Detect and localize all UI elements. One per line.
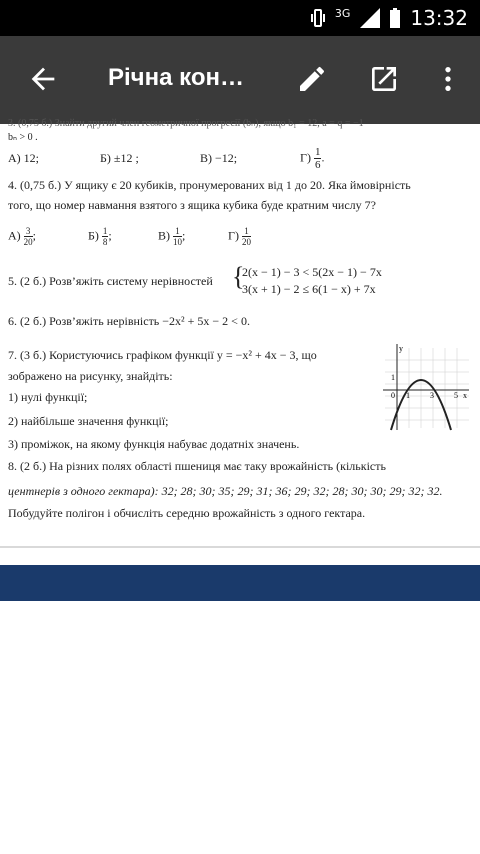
- graph-tick-x5: 5: [454, 391, 458, 400]
- clock: 13:32: [410, 6, 468, 30]
- q3-option-c: В) −12;: [200, 151, 238, 165]
- q8-line2: центнерів з одного гектара): 32; 28; 30; 35; 29; 31; 36; 29; 32; 28; 30; 30; 29; 32; 32.: [8, 484, 443, 498]
- q7-line2: зображено на рисунку, знайдіть:: [8, 369, 173, 383]
- document-page[interactable]: [0, 118, 480, 544]
- empty-area: [0, 601, 480, 854]
- q3-option-b: Б) ±12 ;: [100, 151, 139, 165]
- q4-option-b: Б) $\frac{1}{8}$ ;: [88, 226, 112, 247]
- graph-grid: [385, 348, 469, 428]
- network-type-label: 3G: [334, 6, 351, 20]
- q7-item3: 3) проміжок, на якому функція набуває додатніх значень.: [8, 437, 300, 451]
- more-vert-icon[interactable]: [432, 63, 464, 95]
- q6-text: 6. (2 б.) Розв’яжіть нерівність −2x² + 5x − 2 < 0.: [8, 314, 250, 328]
- q7-line1: 7. (3 б.) Користуючись графіком функції y = −x² + 4x − 3, що: [8, 348, 317, 362]
- signal-icon: [360, 8, 380, 28]
- q5-inequality-2: 3(x + 1) − 2 ≤ 6(1 − x) + 7x: [242, 282, 376, 296]
- vibrate-icon: [311, 8, 325, 28]
- parabola-graph: [381, 342, 471, 432]
- q4-line1: 4. (0,75 б.) У ящику є 20 кубиків, пронумерованих від 1 до 20. Яка ймовірність: [8, 178, 411, 192]
- image-bottom-band: [0, 565, 480, 601]
- q4-line2: того, що номер навмання взятого з ящика кубика буде кратним числу 7?: [8, 198, 376, 212]
- q7-item2: 2) найбільше значення функції;: [8, 414, 169, 428]
- system-brace: {: [232, 262, 245, 291]
- q8-line1: 8. (2 б.) На різних полях області пшениця має таку врожайність (кількість: [8, 459, 386, 473]
- q3-header: 3. (0,75 б.) Знайти другий член геометричної прогресії (bₙ), якщо b₁ = 12, a = q = −1: [8, 118, 364, 129]
- graph-tick-x3: 3: [430, 391, 434, 400]
- q5-text: 5. (2 б.) Розв’яжіть систему нерівностей: [8, 274, 213, 288]
- q7-item1: 1) нулі функції;: [8, 390, 88, 404]
- q4-option-a: А) $\frac{3}{20}$ ;: [8, 226, 37, 247]
- app-bar: [0, 36, 480, 124]
- q4-option-d: Г) $\frac{1}{20}$: [228, 226, 251, 247]
- q4-option-c: В) $\frac{1}{10}$ ;: [158, 226, 186, 247]
- edit-pencil-icon[interactable]: [296, 63, 328, 95]
- graph-y-label: y: [399, 344, 403, 353]
- back-arrow-icon[interactable]: [26, 62, 60, 96]
- document-title: Річна кон…: [108, 64, 244, 91]
- q3-option-d: Г) $\frac{1}{6}$ .: [300, 146, 325, 171]
- graph-tick-x1: 1: [406, 391, 410, 400]
- graph-x-label: x: [463, 391, 467, 400]
- q8-line3: Побудуйте полігон і обчисліть середню врожайність з одного гектара.: [8, 506, 366, 520]
- open-external-icon[interactable]: [368, 63, 400, 95]
- q3-condition: bₙ > 0 .: [8, 132, 38, 143]
- status-bar: [0, 0, 480, 36]
- battery-icon: [390, 8, 400, 28]
- page-divider: [0, 546, 480, 548]
- graph-origin: 0: [391, 391, 395, 400]
- q5-inequality-1: 2(x − 1) − 3 < 5(2x − 1) − 7x: [242, 265, 382, 279]
- graph-tick-y1: 1: [391, 373, 395, 382]
- q3-option-a: А) 12;: [8, 151, 39, 165]
